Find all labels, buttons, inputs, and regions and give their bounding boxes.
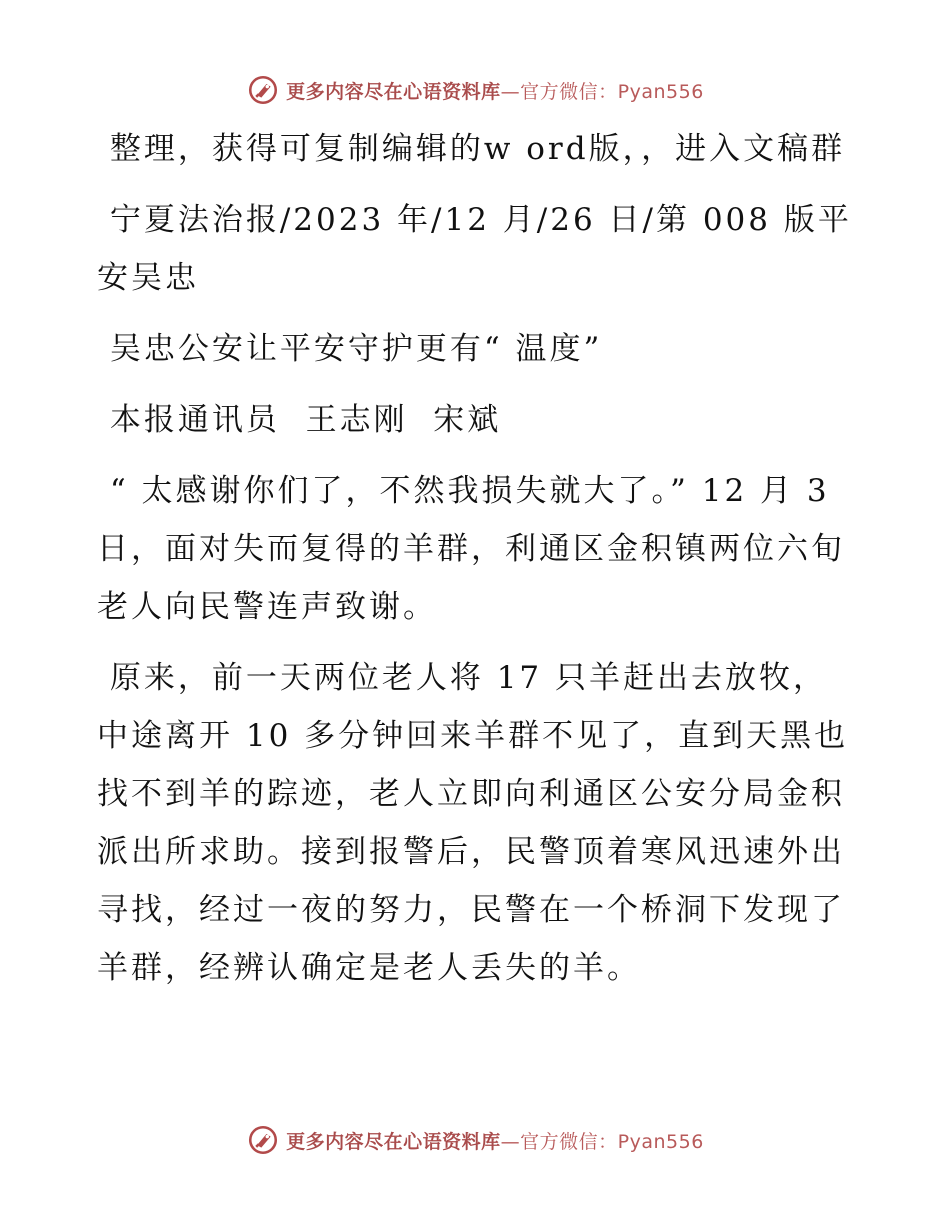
article-byline: 本报通讯员 王志刚 宋斌	[97, 402, 502, 438]
pen-nib-logo-icon	[246, 1123, 280, 1157]
pen-nib-logo-icon	[246, 73, 280, 107]
article-title: 吴忠公安让平安守护更有“ 温度”	[97, 331, 603, 367]
banner-text: 更多内容尽在心语资料库—官方微信：Pyan556	[286, 1130, 704, 1153]
paragraph-body-2: 原来，前一天两位老人将 17 只羊赶出去放牧，中途离开 10 多分钟回来羊群不见了，直到天黑也找不到羊的踪迹，老人立即向利通区公安分局金积派出所求助。接到报警后，民警顶着寒风迅速外出寻找，经过一夜的努力，民警在一个桥洞下发现了羊群，经辨认确定是老人丢失的羊。	[97, 660, 849, 986]
paragraph-body-1: “ 太感谢你们了，不然我损失就大了。” 12 月 3 日，面对失而复得的羊群，利通区金积镇两位六旬老人向民警连声致谢。	[97, 473, 845, 625]
banner-text: 更多内容尽在心语资料库—官方微信：Pyan556	[286, 80, 704, 103]
footer-banner	[0, 1120, 950, 1160]
paragraph-source: 宁夏法治报/2023 年/12 月/26 日/第 008 版平安吴忠	[97, 202, 852, 296]
paragraph-intro: 整理，获得可复制编辑的w ord版，，进入文稿群	[97, 131, 846, 167]
document-body	[97, 120, 857, 1010]
header-banner	[0, 70, 950, 110]
